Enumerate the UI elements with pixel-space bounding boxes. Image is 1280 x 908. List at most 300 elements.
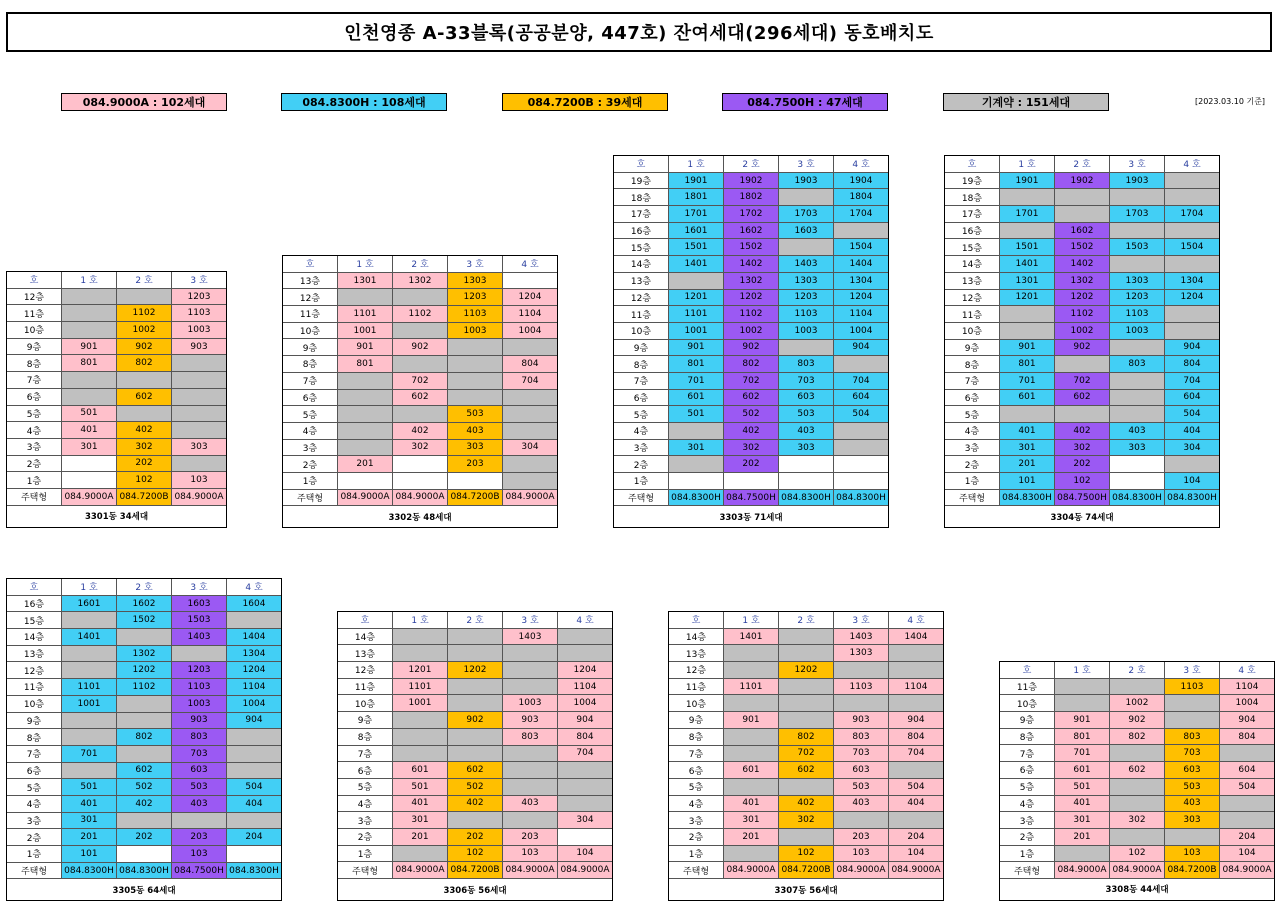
floor-label: 19층 [614, 173, 669, 190]
floor-label: 1층 [338, 846, 393, 863]
unit-cell: 301 [669, 440, 724, 457]
floor-label: 12층 [7, 289, 62, 306]
unit-cell: 1804 [834, 189, 888, 206]
floor-label: 8층 [283, 356, 338, 373]
unit-cell: 802 [1110, 729, 1165, 746]
unit-cell: 201 [338, 456, 393, 473]
unit-cell: 1203 [448, 289, 503, 306]
floor-row [338, 629, 612, 646]
unit-cell [834, 356, 888, 373]
unit-cell: 903 [172, 339, 226, 356]
header-row [1000, 662, 1274, 679]
unit-cell [558, 762, 612, 779]
floor-row [7, 662, 281, 679]
unit-column-header: 3 호 [779, 156, 834, 173]
unit-cell [779, 473, 834, 490]
floor-row [283, 456, 557, 473]
floor-label: 7층 [669, 746, 724, 763]
floor-row [7, 289, 226, 306]
floor-label: 4층 [283, 423, 338, 440]
unit-cell [1110, 745, 1165, 762]
floor-row [283, 273, 557, 290]
unit-cell [503, 406, 557, 423]
unit-cell: 302 [1055, 440, 1110, 457]
unit-cell [62, 763, 117, 780]
floor-label: 6층 [669, 762, 724, 779]
unit-cell [172, 406, 226, 423]
unit-cell: 304 [1165, 440, 1219, 457]
unit-cell [448, 695, 503, 712]
floor-row [945, 356, 1219, 373]
unit-cell [62, 729, 117, 746]
unit-cell: 1002 [1110, 695, 1165, 712]
unit-cell [889, 695, 943, 712]
unit-cell: 602 [117, 389, 172, 406]
unit-cell: 803 [503, 729, 558, 746]
unit-cell: 602 [779, 762, 834, 779]
floor-row [7, 422, 226, 439]
floor-label: 4층 [7, 796, 62, 813]
floor-row [338, 796, 612, 813]
unit-cell: 501 [62, 779, 117, 796]
unit-cell [503, 779, 558, 796]
unit-cell: 802 [724, 356, 779, 373]
floor-label: 5층 [7, 406, 62, 423]
legend-084-9000a: 084.9000A : 102세대 [61, 93, 227, 111]
unit-cell: 1101 [669, 306, 724, 323]
unit-cell: 302 [724, 440, 779, 457]
floor-row [1000, 779, 1274, 796]
unit-cell: 1602 [117, 596, 172, 613]
unit-cell [503, 456, 557, 473]
unit-cell: 901 [669, 340, 724, 357]
floor-label: 14층 [945, 256, 1000, 273]
unit-cell: 603 [1165, 762, 1220, 779]
house-type-cell: 084.8300H [227, 863, 281, 880]
house-type-cell: 084.7200B [779, 862, 834, 879]
unit-cell: 1204 [503, 289, 557, 306]
unit-cell: 901 [338, 339, 393, 356]
floor-row [338, 829, 612, 846]
unit-column-header: 3 호 [834, 612, 889, 629]
floor-label: 15층 [7, 612, 62, 629]
unit-cell: 1901 [669, 173, 724, 190]
header-row [7, 272, 226, 289]
floor-label: 2층 [945, 456, 1000, 473]
house-type-row [7, 489, 226, 506]
unit-cell: 503 [1165, 779, 1220, 796]
unit-cell [558, 829, 612, 846]
unit-cell [338, 390, 393, 407]
unit-cell: 204 [227, 829, 281, 846]
unit-cell: 1501 [1000, 239, 1055, 256]
floor-label: 3층 [945, 440, 1000, 457]
unit-column-header: 2 호 [1110, 662, 1165, 679]
unit-cell: 201 [393, 829, 448, 846]
floor-row [7, 372, 226, 389]
unit-cell [62, 389, 117, 406]
unit-cell: 1101 [724, 679, 779, 696]
floor-label: 11층 [1000, 679, 1055, 696]
unit-cell: 503 [834, 779, 889, 796]
unit-cell: 1004 [834, 323, 888, 340]
unit-cell [834, 662, 889, 679]
unit-cell: 403 [1165, 796, 1220, 813]
building-name: 3304동 74세대 [1050, 512, 1114, 523]
unit-cell: 103 [172, 846, 227, 863]
unit-cell [724, 645, 779, 662]
floor-row [614, 189, 888, 206]
unit-cell: 904 [227, 713, 281, 730]
unit-cell [338, 373, 393, 390]
floor-label: 12층 [283, 289, 338, 306]
unit-cell: 301 [1000, 440, 1055, 457]
unit-cell [669, 473, 724, 490]
floor-row [945, 423, 1219, 440]
floor-label: 13층 [283, 273, 338, 290]
unit-cell: 502 [448, 779, 503, 796]
unit-column-header: 3 호 [1110, 156, 1165, 173]
unit-cell: 1902 [724, 173, 779, 190]
unit-cell: 104 [558, 846, 612, 863]
house-type-cell: 084.7200B [448, 490, 503, 507]
unit-cell [558, 779, 612, 796]
unit-cell: 1503 [172, 612, 227, 629]
unit-cell [1220, 796, 1274, 813]
floor-label: 3층 [338, 812, 393, 829]
unit-cell: 504 [889, 779, 943, 796]
unit-cell: 1504 [1165, 239, 1219, 256]
unit-cell: 202 [448, 829, 503, 846]
unit-cell: 1302 [1055, 273, 1110, 290]
unit-cell [1000, 306, 1055, 323]
floor-label: 12층 [7, 662, 62, 679]
floor-label: 5층 [7, 779, 62, 796]
house-type-label: 주택형 [1000, 862, 1055, 879]
ho-header: 호 [614, 156, 669, 173]
unit-cell [448, 356, 503, 373]
floor-row [7, 796, 281, 813]
unit-cell [117, 713, 172, 730]
floor-row [669, 662, 943, 679]
unit-cell: 803 [1110, 356, 1165, 373]
unit-cell [117, 696, 172, 713]
unit-cell: 1104 [834, 306, 888, 323]
unit-cell: 402 [779, 796, 834, 813]
unit-cell: 903 [172, 713, 227, 730]
unit-cell [227, 846, 281, 863]
floor-row [283, 423, 557, 440]
floor-label: 1층 [1000, 846, 1055, 863]
unit-cell: 603 [172, 763, 227, 780]
unit-cell: 1304 [834, 273, 888, 290]
unit-cell [1000, 323, 1055, 340]
unit-cell: 703 [779, 373, 834, 390]
ho-header: 호 [7, 579, 62, 596]
unit-cell [62, 646, 117, 663]
floor-label: 11층 [7, 305, 62, 322]
unit-cell [1110, 189, 1165, 206]
unit-cell [779, 712, 834, 729]
house-type-cell: 084.7200B [448, 862, 503, 879]
unit-cell: 1401 [1000, 256, 1055, 273]
unit-cell: 1101 [62, 679, 117, 696]
unit-cell [834, 473, 888, 490]
unit-cell: 401 [62, 796, 117, 813]
floor-label: 15층 [945, 239, 1000, 256]
unit-cell [1055, 406, 1110, 423]
floor-row [945, 406, 1219, 423]
unit-cell [669, 423, 724, 440]
building-name: 3303동 71세대 [719, 512, 783, 523]
floor-label: 4층 [1000, 796, 1055, 813]
unit-cell: 1101 [393, 679, 448, 696]
floor-label: 4층 [338, 796, 393, 813]
unit-cell [448, 729, 503, 746]
unit-cell [889, 645, 943, 662]
unit-cell: 304 [503, 440, 557, 457]
unit-cell: 104 [1220, 846, 1274, 863]
unit-cell [1055, 695, 1110, 712]
unit-cell [117, 289, 172, 306]
unit-cell [393, 289, 448, 306]
unit-cell: 504 [834, 406, 888, 423]
floor-label: 5층 [338, 779, 393, 796]
unit-cell: 1801 [669, 189, 724, 206]
floor-label: 6층 [1000, 762, 1055, 779]
unit-cell: 1101 [338, 306, 393, 323]
unit-cell [1110, 456, 1165, 473]
building-name: 3308동 44세대 [1105, 885, 1169, 896]
floor-row [669, 812, 943, 829]
unit-cell: 103 [172, 472, 226, 489]
unit-cell [448, 373, 503, 390]
unit-cell: 202 [1055, 456, 1110, 473]
floor-label: 10층 [7, 322, 62, 339]
unit-cell: 401 [1000, 423, 1055, 440]
unit-cell: 1904 [834, 173, 888, 190]
floor-row [338, 729, 612, 746]
unit-cell: 101 [62, 846, 117, 863]
ho-header: 호 [338, 612, 393, 629]
unit-cell: 1901 [1000, 173, 1055, 190]
house-type-cell: 084.9000A [889, 862, 943, 879]
unit-cell: 702 [724, 373, 779, 390]
floor-row [1000, 729, 1274, 746]
building-3306 [337, 611, 613, 901]
floor-row [338, 712, 612, 729]
floor-row [283, 289, 557, 306]
unit-cell: 1001 [669, 323, 724, 340]
floor-label: 12층 [669, 662, 724, 679]
unit-cell: 1204 [834, 290, 888, 307]
floor-label: 4층 [669, 796, 724, 813]
unit-cell: 601 [669, 390, 724, 407]
unit-cell [1165, 223, 1219, 240]
floor-row [283, 473, 557, 490]
floor-row [7, 829, 281, 846]
house-type-cell: 084.9000A [1110, 862, 1165, 879]
unit-cell [172, 389, 226, 406]
unit-cell: 1001 [393, 695, 448, 712]
unit-cell [393, 406, 448, 423]
building-3301 [6, 271, 227, 528]
floor-row [7, 389, 226, 406]
floor-label: 13층 [669, 645, 724, 662]
unit-column-header: 4 호 [558, 612, 612, 629]
unit-cell: 701 [1000, 373, 1055, 390]
unit-cell [1110, 340, 1165, 357]
floor-row [614, 356, 888, 373]
unit-cell: 1303 [834, 645, 889, 662]
floor-label: 9층 [7, 713, 62, 730]
unit-cell [393, 846, 448, 863]
unit-cell: 503 [172, 779, 227, 796]
unit-cell: 202 [117, 829, 172, 846]
unit-cell: 1003 [448, 323, 503, 340]
house-type-cell: 084.8300H [117, 863, 172, 880]
floor-row [945, 340, 1219, 357]
unit-cell [1055, 846, 1110, 863]
unit-cell: 904 [1165, 340, 1219, 357]
unit-cell [724, 779, 779, 796]
house-type-label: 주택형 [614, 490, 669, 507]
unit-cell [1000, 223, 1055, 240]
unit-cell: 904 [1220, 712, 1274, 729]
unit-cell [1110, 373, 1165, 390]
floor-label: 3층 [7, 813, 62, 830]
floor-label: 7층 [614, 373, 669, 390]
unit-cell [338, 440, 393, 457]
unit-cell [1220, 745, 1274, 762]
floor-row [338, 762, 612, 779]
ho-header: 호 [1000, 662, 1055, 679]
floor-row [945, 440, 1219, 457]
unit-cell: 703 [834, 746, 889, 763]
floor-label: 1층 [7, 846, 62, 863]
header-row [669, 612, 943, 629]
house-type-row [7, 863, 281, 880]
unit-cell: 804 [503, 356, 557, 373]
unit-cell [448, 473, 503, 490]
floor-label: 9층 [669, 712, 724, 729]
floor-label: 14층 [7, 629, 62, 646]
unit-cell: 101 [1000, 473, 1055, 490]
unit-cell: 1102 [117, 679, 172, 696]
unit-column-header: 4 호 [889, 612, 943, 629]
unit-cell [393, 473, 448, 490]
floor-label: 7층 [1000, 745, 1055, 762]
floor-label: 2층 [338, 829, 393, 846]
floor-label: 13층 [614, 273, 669, 290]
floor-row [669, 779, 943, 796]
unit-cell: 604 [1165, 390, 1219, 407]
unit-cell [172, 372, 226, 389]
unit-cell [558, 645, 612, 662]
unit-cell: 603 [834, 762, 889, 779]
unit-cell [1110, 406, 1165, 423]
unit-cell: 1701 [669, 206, 724, 223]
floor-label: 8층 [7, 355, 62, 372]
unit-cell [1055, 679, 1110, 696]
floor-row [338, 779, 612, 796]
unit-cell: 1002 [1055, 323, 1110, 340]
floor-label: 14층 [338, 629, 393, 646]
header-row [338, 612, 612, 629]
unit-cell: 1704 [834, 206, 888, 223]
floor-row [614, 423, 888, 440]
floor-row [1000, 745, 1274, 762]
unit-cell: 1402 [724, 256, 779, 273]
unit-cell [393, 712, 448, 729]
floor-label: 10층 [614, 323, 669, 340]
unit-cell: 503 [448, 406, 503, 423]
unit-cell: 402 [117, 422, 172, 439]
unit-cell [172, 355, 226, 372]
house-type-cell: 084.8300H [1000, 490, 1055, 507]
building-name: 3307동 56세대 [774, 885, 838, 896]
floor-label: 11층 [614, 306, 669, 323]
unit-cell [227, 813, 281, 830]
unit-cell [724, 729, 779, 746]
floor-row [1000, 679, 1274, 696]
house-type-cell: 084.9000A [338, 490, 393, 507]
unit-cell: 201 [724, 829, 779, 846]
unit-cell: 203 [834, 829, 889, 846]
floor-row [7, 713, 281, 730]
unit-cell: 903 [834, 712, 889, 729]
floor-row [614, 323, 888, 340]
unit-cell [1165, 456, 1219, 473]
unit-cell [779, 779, 834, 796]
floor-row [7, 439, 226, 456]
unit-cell: 1204 [558, 662, 612, 679]
unit-cell [724, 473, 779, 490]
unit-cell [448, 390, 503, 407]
unit-cell: 804 [558, 729, 612, 746]
unit-cell: 704 [1165, 373, 1219, 390]
legend-084-7200b: 084.7200B : 39세대 [502, 93, 668, 111]
floor-label: 6층 [338, 762, 393, 779]
floor-label: 7층 [338, 746, 393, 763]
floor-label: 8층 [614, 356, 669, 373]
unit-cell: 1903 [779, 173, 834, 190]
unit-cell: 501 [393, 779, 448, 796]
unit-cell: 802 [779, 729, 834, 746]
unit-cell: 303 [1165, 812, 1220, 829]
unit-cell: 702 [393, 373, 448, 390]
unit-column-header: 1 호 [62, 272, 117, 289]
unit-cell: 402 [117, 796, 172, 813]
unit-cell: 1103 [834, 679, 889, 696]
house-type-cell: 084.8300H [1165, 490, 1219, 507]
unit-cell [1055, 189, 1110, 206]
floor-label: 10층 [7, 696, 62, 713]
unit-cell: 904 [558, 712, 612, 729]
unit-cell: 1304 [227, 646, 281, 663]
unit-column-header: 2 호 [724, 156, 779, 173]
building-name: 3306동 56세대 [443, 885, 507, 896]
floor-row [614, 373, 888, 390]
unit-cell [117, 629, 172, 646]
unit-cell: 1102 [1055, 306, 1110, 323]
unit-cell: 704 [889, 746, 943, 763]
floor-row [7, 746, 281, 763]
unit-cell: 1103 [172, 305, 226, 322]
unit-cell: 1504 [834, 239, 888, 256]
unit-cell [834, 695, 889, 712]
unit-cell [1220, 812, 1274, 829]
